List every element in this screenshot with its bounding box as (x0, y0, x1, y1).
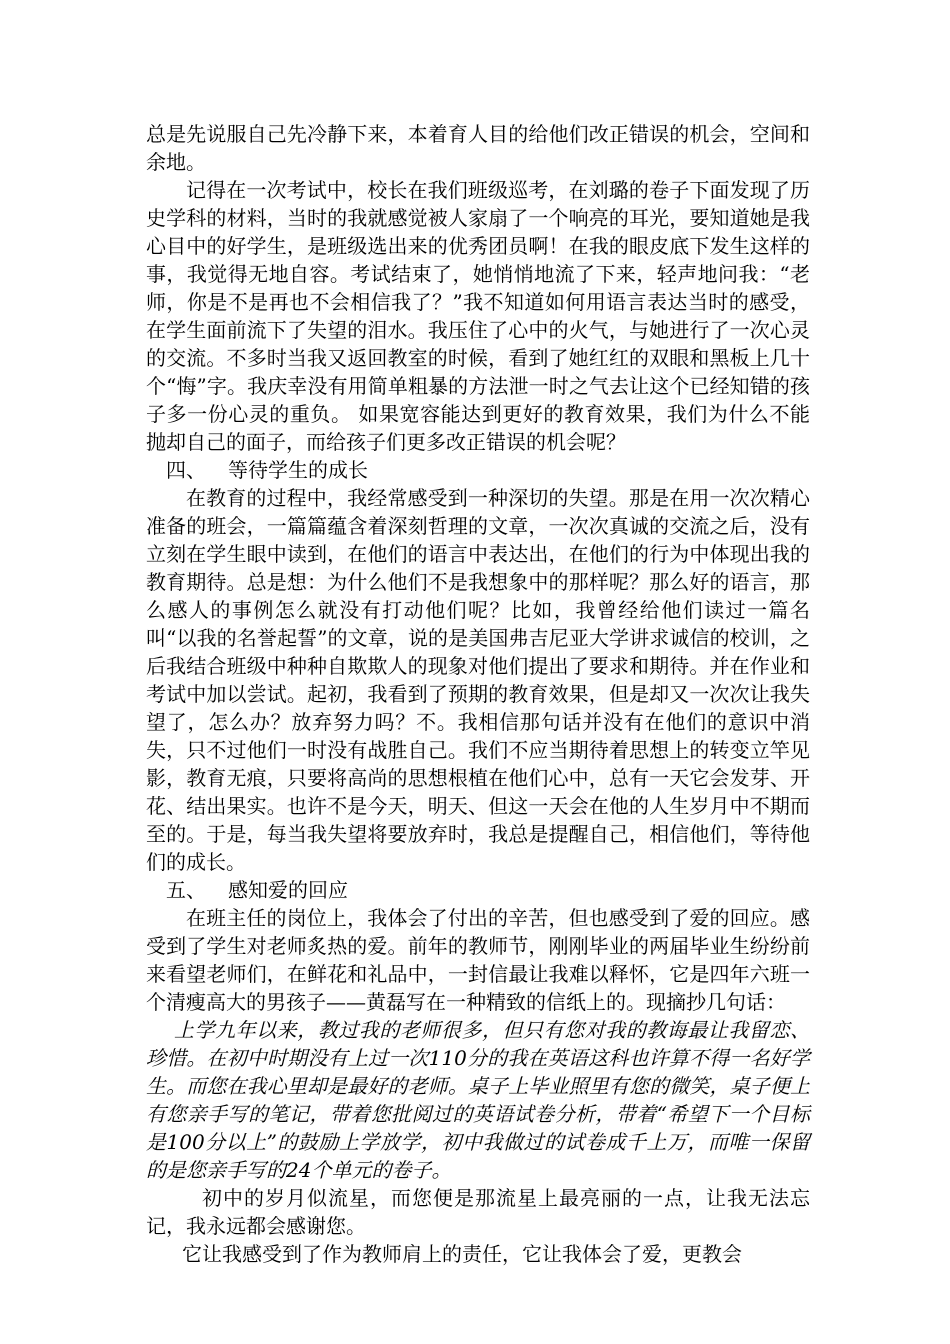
quoted-letter-ending: 初中的岁月似流星，而您便是那流星上最亮丽的一点，让我无法忘记，我永远都会感谢您。 (146, 1186, 810, 1238)
paragraph-intro: 总是先说服自己先冷静下来，本着育人目的给他们改正错误的机会，空间和余地。 (146, 122, 810, 174)
paragraph-closing: 它让我感受到了作为教师肩上的责任，它让我体会了爱，更教会 (182, 1242, 742, 1266)
section-number-5: 五、 (166, 878, 206, 902)
paragraph-exam-story: 记得在一次考试中，校长在我们班级巡考，在刘璐的卷子下面发现了历史学科的材料，当时的我就感觉被人家扇了一个响亮的耳光，要知道她是我心目中的好学生，是班级选出来的优秀团员啊！在我的眼皮底下发生这样的事，我觉得无地自容。考试结束了，她悄悄地流了下来，轻声地问我：“老师，你是不是再也不会相信我了？”我不知道如何用语言表达当时的感受，在学生面前流下了失望的泪水。我压住了心中的火气，与她进行了一次心灵的交流。不多时当我又返回教室的时候，看到了她红红的双眼和黑板上几十个“悔”字。我庆幸没有用简单粗暴的方法泄一时之气去让这个已经知错的孩子多一份心灵的重负。 如果宽容能达到更好的教育效果，我们为什么不能抛却自己的面子，而给孩子们更多改正错误的机会呢？ (146, 178, 810, 454)
quoted-letter: 上学九年以来，教过我的老师很多，但只有您对我的教诲最让我留恋、珍惜。在初中时期没有上过一次110分的我在英语这科也许算不得一名好学生。而您在我心里却是最好的老师。桌子上毕业照里有您的微笑，桌子便上有您亲手写的笔记，带着您批阅过的英语试卷分析，带着“希望下一个目标是100分以上”的鼓励上学放学，初中我做过的试卷成千上万，而唯一保留的是您亲手写的24个单元的卷子。 (146, 1018, 810, 1182)
section-title-5: 感知爱的回应 (228, 878, 348, 902)
section-heading-4 (146, 456, 810, 484)
document-page (146, 120, 810, 1268)
section-heading-5 (146, 876, 810, 904)
paragraph-love-response: 在班主任的岗位上，我体会了付出的辛苦，但也感受到了爱的回应。感受到了学生对老师炙热的爱。前年的教师节，刚刚毕业的两届毕业生纷纷前来看望老师们，在鲜花和礼品中，一封信最让我难以释怀，它是四年六班一个清瘦高大的男孩子——黄磊写在一种精致的信纸上的。现摘抄几句话： (146, 906, 810, 1014)
section-title-4: 等待学生的成长 (228, 458, 368, 482)
section-number-4: 四、 (166, 458, 206, 482)
paragraph-waiting-growth: 在教育的过程中，我经常感受到一种深切的失望。那是在用一次次精心准备的班会，一篇篇蕴含着深刻哲理的文章，一次次真诚的交流之后，没有立刻在学生眼中读到，在他们的语言中表达出，在他们的行为中体现出我的教育期待。总是想：为什么他们不是我想象中的那样呢？那么好的语言，那么感人的事例怎么就没有打动他们呢？比如，我曾经给他们读过一篇名叫“以我的名誉起誓”的文章，说的是美国弗吉尼亚大学讲求诚信的校训，之后我结合班级中种种自欺欺人的现象对他们提出了要求和期待。并在作业和考试中加以尝试。起初，我看到了预期的教育效果，但是却又一次次让我失望了，怎么办？放弃努力吗？不。我相信那句话并没有在他们的意识中消失，只不过他们一时没有战胜自己。我们不应当期待着思想上的转变立竿见影，教育无痕，只要将高尚的思想根植在他们心中，总有一天它会发芽、开花、结出果实。也许不是今天，明天、但这一天会在他的人生岁月中不期而至的。于是，每当我失望将要放弃时，我总是提醒自己，相信他们，等待他们的成长。 (146, 486, 810, 874)
